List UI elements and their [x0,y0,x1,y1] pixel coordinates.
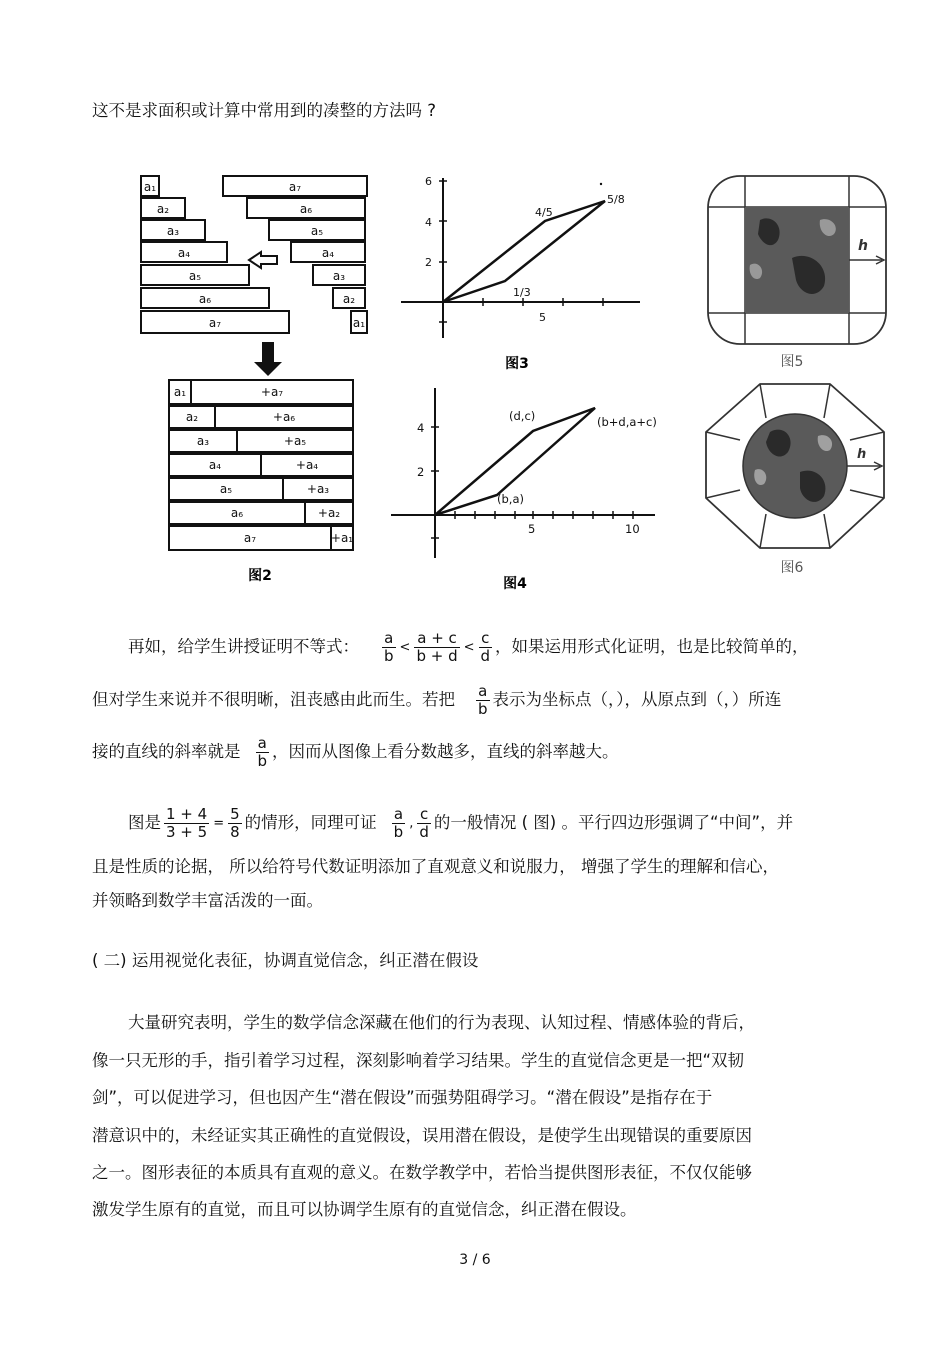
p1-line2 [92,683,781,718]
left-arrow-icon [249,252,277,268]
figure-6-circle-earth [700,380,890,580]
p2-line2: 且是性质的论据， 所以给符号代数证明添加了直观意义和说服力， 增强了学生的理解和信心， [92,857,779,876]
fig6-caption: 图6 [780,560,804,576]
p1-text: 接的直线的斜率就是 [92,742,241,761]
p3-line: 剑”，可以促进学习，但也因产生“潜在假设”而强势阻碍学习。“潜在假设”是指存在于 [92,1088,713,1107]
fig2-right-label: a₃ [332,269,346,283]
fraction: $\frac{a + c}{b + d}$ [416,629,458,665]
p3-line: 像一只无形的手，指引着学习过程，深刻影响着学习结果。学生的直觉信念更是一把“双韧 [92,1051,745,1070]
fig2-right-label: a₄ [321,246,335,260]
fraction: $\frac{a}{b}$ [257,734,268,770]
fig2-combined-left: a₆ [230,506,244,520]
fig2-combined-left: a₃ [196,434,210,448]
p2-text: 的情形，同理可证 [244,813,377,832]
fig3-y-tick: 2 [425,256,432,269]
p3-line: 之一。图形表征的本质具有直观的意义。在数学教学中，若恰当提供图形表征，不仅仅能够 [92,1163,752,1182]
fig4-label: (b+d,a+c) [597,415,657,429]
fig2-left-label: a₂ [156,202,170,216]
fig2-right-label: a₅ [310,224,324,238]
p2-text: 的一般情况 ( 图) 。平行四边形强调了“中间”，并 [433,813,794,832]
fig2-combined-right: +a₅ [283,434,307,448]
p3-line: 激发学生原有的直觉，而且可以协调学生原有的直觉信念，纠正潜在假设。 [92,1200,637,1219]
figure-4-graph [385,380,670,595]
fig2-right-label: a₁ [352,316,366,330]
down-arrow-icon [254,342,282,376]
fraction: $\frac{c}{d}$ [419,805,429,841]
fraction: $\frac{a}{b}$ [384,629,394,665]
figure-5-square-earth [700,170,890,375]
p1-text: ，如果运用形式化证明，也是比较简单的， [495,637,809,656]
figure-2-staircase [135,170,370,590]
p1-text: ，因而从图像上看分数越多，直线的斜率越大。 [272,742,619,761]
fig4-caption: 图4 [503,576,527,592]
fig2-left-label: a₁ [143,180,157,194]
fig2-combined-right: +a₁ [330,531,354,545]
fig4-label: (b,a) [497,492,524,506]
fig2-combined-left: a₂ [185,410,199,424]
p2-line1: 图是 $\frac{1 + 4}{3 + 5}$ = $\frac{5}{8}$ 的情形，同理可证 $\frac{a}{b}$ , $\frac{c}{d}$ 的一般情况 ( 图) 。平行四边形强调了“中间”，并 [128,805,794,841]
fig2-combined-right: +a₇ [260,385,284,399]
p3-line: 潜意识中的，未经证实其正确性的直觉假设，误用潜在假设，是使学生出现错误的重要原因 [92,1126,752,1145]
fig4-x-tick: 5 [528,522,536,536]
fig2-right-label: a₇ [288,180,302,194]
fig2-caption: 图2 [248,568,272,584]
page-number: 3 / 6 [459,1252,491,1268]
fig3-label: 5/8 [607,193,625,206]
fig2-combined-left: a₄ [208,458,222,472]
fig3-label: 1/3 [513,286,531,299]
p1-text: 再如，给学生讲授证明不等式： [128,637,359,656]
p2-line3: 并领略到数学丰富活泼的一面。 [92,891,323,910]
fig3-y-tick: 4 [425,216,432,229]
fig5-caption: 图5 [780,354,804,370]
fraction: $\frac{1 + 4}{3 + 5}$ [166,805,208,841]
p2-text: 图是 [128,813,161,832]
fig2-left-label: a₅ [188,269,202,283]
p1-line1: 再如，给学生讲授证明不等式： $\frac{a}{b}$ < $\frac{a + c}{b + d}$ < $\frac{c}{d}$ ，如果运用形式化证明，也是比较简单的， [128,629,809,665]
fraction: $\frac{a}{b}$ [393,805,404,841]
fraction: $\frac{a}{b}$ [478,682,488,718]
fig2-combined-right: +a₂ [317,506,341,520]
fig2-combined-right: +a₃ [306,482,330,496]
fig3-y-tick: 6 [425,175,432,188]
fig2-combined-left: a₅ [219,482,233,496]
fig3-caption: 图3 [505,356,529,372]
p1-text: 但对学生来说并不很明晰，沮丧感由此而生。若把 [92,690,455,709]
p1-line3 [92,735,619,770]
section-heading: ( 二) 运用视觉化表征，协调直觉信念，纠正潜在假设 [92,951,479,970]
fig2-left-label: a₆ [198,292,212,306]
fig2-left-label: a₇ [208,316,222,330]
fig4-label: (d,c) [509,409,536,423]
top-question: 这不是求面积或计算中常用到的凑整的方法吗 ? [92,101,437,120]
fig2-combined-left: a₁ [173,385,187,399]
fig2-combined-right: +a₄ [295,458,319,472]
fig2-right-label: a₂ [342,292,356,306]
fraction: $\frac{5}{8}$ [230,805,240,841]
fig2-left-label: a₄ [177,246,191,260]
fig2-right-label: a₆ [299,202,313,216]
fig4-y-tick: 2 [417,465,425,479]
fig4-x-tick: 10 [625,522,640,536]
fig3-x-tick: 5 [539,311,546,324]
fig3-label: 4/5 [535,206,553,219]
fig6-h-label: h [857,447,867,462]
fraction: $\frac{c}{d}$ [480,629,491,665]
fig2-left-label: a₃ [166,224,180,238]
fig2-combined-right: +a₆ [272,410,296,424]
fig4-y-tick: 4 [417,421,425,435]
fig2-combined-left: a₇ [243,531,257,545]
fig5-h-label: h [858,238,868,254]
p1-text: 表示为坐标点（，），从原点到（，）所连 [492,690,782,709]
p3-line: 大量研究表明，学生的数学信念深藏在他们的行为表现、认知过程、情感体验的背后， [128,1013,755,1032]
figure-3-graph [395,170,645,375]
